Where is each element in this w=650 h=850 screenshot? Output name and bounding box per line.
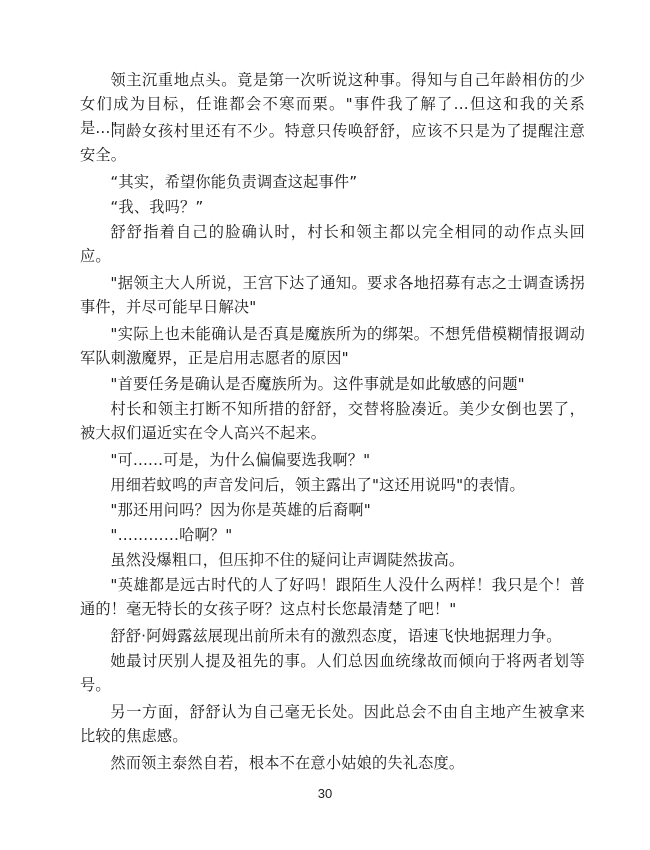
- paragraph: “我、我吗？”: [110, 198, 204, 216]
- paragraph: "可......可是，为什么偏偏要选我啊？": [110, 451, 371, 469]
- paragraph: 领主沉重地点头。竟是第一次听说这种事。得知与自己年龄相仿的少女们成为目标，任谁都会不寒而栗。"事件我了解了...但这和我的关系是...": [80, 71, 585, 137]
- paragraph: 村长和领主打断不知所措的舒舒，交替将脸凑近。美少女倒也罢了，被大叔们逼近实在令人高兴不起来。: [80, 400, 585, 442]
- paragraph: "实际上也未能确认是否真是魔族所为的绑架。不想凭借模糊情报调动军队刺激魔界，正是启用志愿者的原因": [80, 325, 585, 367]
- paragraph: 用细若蚊鸣的声音发问后，领主露出了"这还用说吗"的表情。: [110, 476, 525, 494]
- paragraph: 她最讨厌别人提及祖先的事。人们总因血统缘故而倾向于将两者划等号。: [80, 652, 585, 694]
- paragraph: 舒舒指着自己的脸确认时，村长和领主都以完全相同的动作点头回应。: [80, 223, 585, 265]
- paragraph: "首要任务是确认是否魔族所为。这件事就是如此敏感的问题": [110, 375, 525, 393]
- paragraph: "…………哈啊？": [110, 526, 233, 544]
- paragraph: “其实，希望你能负责调查这起事件”: [110, 173, 358, 191]
- paragraph: 虽然没爆粗口，但压抑不住的疑问让声调陡然拔高。: [110, 551, 465, 569]
- paragraph: 同龄女孩村里还有不少。特意只传唤舒舒，应该不只是为了提醒注意安全。: [80, 122, 585, 164]
- paragraph: "据领主大人所说，王宫下达了通知。要求各地招募有志之士调查诱拐事件，并尽可能早日解决": [80, 274, 585, 316]
- paragraph: 舒舒·阿姆露兹展现出前所未有的激烈态度，语速飞快地据理力争。: [110, 627, 562, 645]
- paragraph: "英雄都是远古时代的人了好吗！跟陌生人没什么两样！我只是个！普通的！毫无特长的女孩子呀？这点村长您最清楚了吧！": [80, 576, 585, 618]
- paragraph: 然而领主泰然自若，根本不在意小姑娘的失礼态度。: [110, 754, 465, 772]
- paragraph: "那还用问吗？因为你是英雄的后裔啊": [110, 501, 371, 519]
- page-number: 30: [317, 786, 333, 801]
- paragraph: 另一方面，舒舒认为自己毫无长处。因此总会不由自主地产生被拿来比较的焦虑感。: [80, 703, 585, 745]
